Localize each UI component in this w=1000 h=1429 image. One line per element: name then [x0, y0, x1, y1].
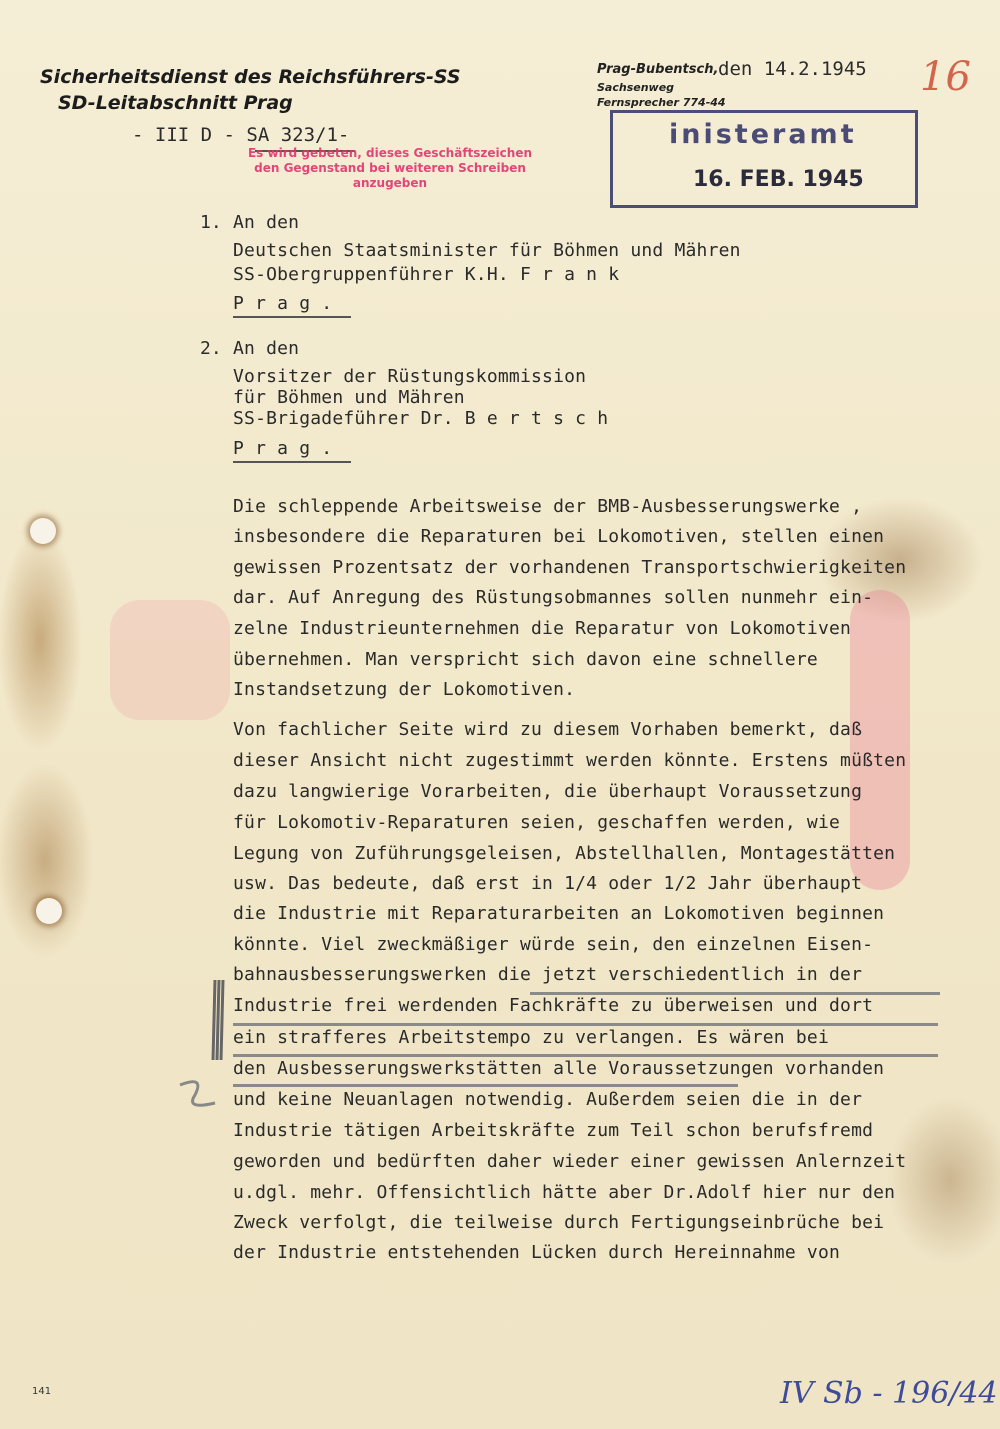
ministry-date: 16. FEB. 1945 — [693, 167, 864, 192]
recipient-line: Vorsitzer der Rüstungskommission — [233, 366, 587, 387]
file-note: IV Sb - 196/44 — [780, 1376, 998, 1411]
body-line: zelne Industrieunternehmen die Reparatur von Lokomotiven — [233, 618, 852, 639]
pencil-margin-mark — [175, 975, 235, 1125]
phone: Fernsprecher 774-44 — [597, 96, 726, 109]
date: den 14.2.1945 — [718, 58, 867, 80]
street: Sachsenweg — [597, 81, 675, 94]
body-line: Von fachlicher Seite wird zu diesem Vorhaben bemerkt, daß — [233, 719, 863, 740]
recipient-city: P r a g . — [233, 438, 333, 459]
city-underline — [233, 461, 351, 463]
ministry-label: inisteramt — [669, 119, 857, 150]
body-line: insbesondere die Reparaturen bei Lokomotiven, stellen einen — [233, 526, 885, 547]
stamp-line: Es wird gebeten, dieses Geschäftszeichen — [247, 146, 532, 160]
org-name: Sicherheitsdienst des Reichsführers-SS — [40, 66, 461, 88]
body-line: gewissen Prozentsatz der vorhandenen Transportschwierigkeiten — [233, 557, 907, 578]
body-line: für Lokomotiv-Reparaturen seien, geschaffen werden, wie — [233, 812, 841, 833]
pencil-underline — [233, 1023, 938, 1026]
body-line: Die schleppende Arbeitsweise der BMB-Ausbesserungswerke , — [233, 496, 863, 517]
place: Prag-Bubentsch, — [597, 62, 719, 77]
recipient-line: An den — [233, 338, 300, 359]
body-line: Legung von Zuführungsgeleisen, Abstellhallen, Montagestätten — [233, 843, 896, 864]
org-subunit: SD-Leitabschnitt Prag — [58, 92, 293, 114]
recipient-line: An den — [233, 212, 300, 233]
ministry-received-stamp — [610, 110, 918, 208]
body-line: übernehmen. Man verspricht sich davon eine schnellere — [233, 649, 818, 670]
pencil-underline — [233, 1054, 938, 1057]
punch-hole — [36, 898, 62, 924]
body-line: Industrie frei werdenden Fachkräfte zu überweisen und dort — [233, 995, 874, 1016]
body-line: dieser Ansicht nicht zugestimmt werden könnte. Erstens müßten — [233, 750, 907, 771]
body-line: geworden und bedürften daher wieder einer gewissen Anlernzeit — [233, 1151, 907, 1172]
city-underline — [233, 316, 351, 318]
body-line: u.dgl. mehr. Offensichtlich hätte aber Dr.Adolf hier nur den — [233, 1182, 896, 1203]
recipient-number: 1. — [200, 212, 222, 233]
body-line: dar. Auf Anregung des Rüstungsobmannes sollen nunmehr ein- — [233, 587, 874, 608]
body-line: und keine Neuanlagen notwendig. Außerdem seien die in der — [233, 1089, 863, 1110]
body-line: Zweck verfolgt, die teilweise durch Fertigungseinbrüche bei — [233, 1212, 885, 1233]
body-line: die Industrie mit Reparaturarbeiten an Lokomotiven beginnen — [233, 903, 885, 924]
recipient-city: P r a g . — [233, 293, 333, 314]
reference-number: - III D - SA 323/1- — [132, 124, 350, 146]
folio-number: 16 — [920, 54, 971, 100]
body-line: könnte. Viel zweckmäßiger würde sein, den einzelnen Eisen- — [233, 934, 874, 955]
recipient-line: SS-Obergruppenführer K.H. F r a n k — [233, 264, 620, 285]
recipient-line: SS-Brigadeführer Dr. B e r t s c h — [233, 408, 609, 429]
body-line: der Industrie entstehenden Lücken durch Hereinnahme von — [233, 1242, 841, 1263]
recipient-line: für Böhmen und Mähren — [233, 387, 465, 408]
pencil-underline — [233, 1084, 738, 1087]
stamp-line: den Gegenstand bei weiteren Schreiben — [254, 161, 526, 175]
recipient-line: Deutschen Staatsminister für Böhmen und Mähren — [233, 240, 741, 261]
pink-stain — [110, 600, 230, 720]
body-line: Instandsetzung der Lokomotiven. — [233, 679, 576, 700]
body-line: den Ausbesserungswerkstätten alle Voraussetzungen vorhanden — [233, 1058, 885, 1079]
pencil-underline — [530, 992, 940, 995]
body-line: ein strafferes Arbeitstempo zu verlangen. Es wären bei — [233, 1027, 829, 1048]
body-line: bahnausbesserungswerken die jetzt verschiedentlich in der — [233, 964, 863, 985]
punch-hole — [30, 518, 56, 544]
page-number: 141 — [32, 1386, 52, 1397]
body-line: dazu langwierige Vorarbeiten, die überhaupt Voraussetzung — [233, 781, 863, 802]
body-line: Industrie tätigen Arbeitskräfte zum Teil schon berufsfremd — [233, 1120, 874, 1141]
body-line: usw. Das bedeute, daß erst in 1/4 oder 1/2 Jahr überhaupt — [233, 873, 863, 894]
reference-instruction-stamp — [230, 146, 550, 191]
recipient-number: 2. — [200, 338, 222, 359]
stamp-line: anzugeben — [352, 176, 428, 190]
